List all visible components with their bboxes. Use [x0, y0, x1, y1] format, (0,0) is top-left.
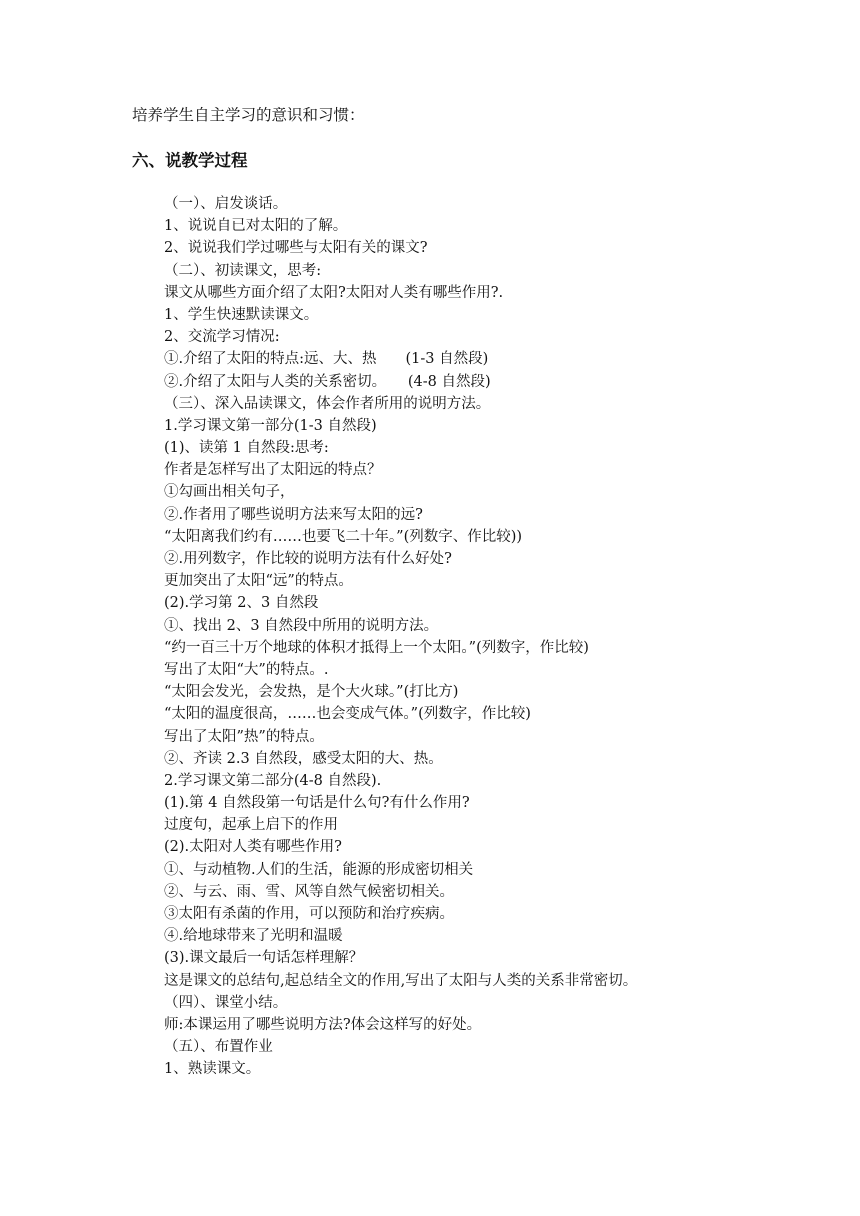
- body-line: （二）、初读课文，思考:: [164, 262, 322, 279]
- body-line: （三）、深入品读课文，体会作者所用的说明方法。: [164, 395, 491, 412]
- body-line: 作者是怎样写出了太阳远的特点？: [164, 462, 382, 479]
- body-line: ①、找出 2、3 自然段中所用的说明方法。: [164, 617, 439, 634]
- body-line: 更加突出了太阳“远”的特点。: [164, 573, 353, 590]
- body-line: (2).学习第 2、3 自然段: [164, 595, 319, 612]
- body-line: （四）、课堂小结。: [164, 994, 288, 1011]
- body-line: 2、说说我们学过哪些与太阳有关的课文?: [164, 240, 428, 257]
- body-line: 师:本课运用了哪些说明方法?体会这样写的好处。: [164, 1016, 482, 1033]
- body-line: ②、齐读 2.3 自然段，感受太阳的大、热。: [164, 750, 443, 767]
- body-line: (2).太阳对人类有哪些作用?: [164, 839, 342, 856]
- body-line: （五）、布置作业: [164, 1039, 273, 1056]
- body-line: “太阳的温度很高，……也会变成气体。”(列数字，作比较): [164, 706, 531, 723]
- body-line: ①.介绍了太阳的特点:远、大、热 (1-3 自然段): [164, 351, 489, 368]
- body-line: ③太阳有杀菌的作用，可以预防和治疗疾病。: [164, 906, 454, 922]
- body-line: 2、交流学习情况:: [164, 329, 280, 346]
- body-line: (1).第 4 自然段第一句话是什么句?有什么作用?: [164, 795, 470, 812]
- body-line: ②、与云、雨、雪、风等自然气候密切相关。: [164, 883, 454, 900]
- body-line: (1)、读第 1 自然段:思考:: [164, 440, 329, 457]
- body-line: 1、熟读课文。: [164, 1061, 261, 1078]
- body-line: ②.介绍了太阳与人类的关系密切。 (4-8 自然段): [164, 373, 491, 390]
- body-line: 1、学生快速默读课文。: [164, 306, 319, 323]
- body-line: “太阳离我们约有……也要飞二十年。”(列数字、作比较)): [164, 528, 523, 545]
- body-line: 1.学习课文第一部分(1-3 自然段): [164, 417, 377, 434]
- body-line: 2.学习课文第二部分(4-8 自然段).: [164, 772, 382, 789]
- body-line: 课文从哪些方面介绍了太阳?太阳对人类有哪些作用?.: [164, 284, 504, 301]
- intro-text: 培养学生自主学习的意识和习惯：: [132, 106, 365, 124]
- body-line: “约一百三十万个地球的体积才抵得上一个太阳。”(列数字，作比较): [164, 639, 589, 656]
- body-line: ②.作者用了哪些说明方法来写太阳的远?: [164, 506, 423, 523]
- body-line: 过度句，起承上启下的作用: [164, 817, 338, 834]
- body-line: ④.给地球带来了光明和温暖: [164, 928, 343, 945]
- body-line: 这是课文的总结句,起总结全文的作用,写出了太阳与人类的关系非常密切。: [164, 972, 638, 989]
- body-line: “太阳会发光，会发热，是个大火球。”(打比方): [164, 684, 459, 701]
- body-line: （一）、启发谈话。: [164, 196, 288, 212]
- body-line: (3).课文最后一句话怎样理解？: [164, 950, 364, 967]
- body-line: 写出了太阳”热”的特点。: [164, 728, 324, 745]
- body-line: ①勾画出相关句子，: [164, 484, 295, 501]
- body-line: ①、与动植物.人们的生活，能源的形成密切相关: [164, 861, 474, 878]
- body-line: ②.用列数字，作比较的说明方法有什么好处?: [164, 551, 452, 567]
- body-text: [164, 193, 824, 1081]
- body-line: 1、说说自已对太阳的了解。: [164, 218, 348, 235]
- body-line: 写出了太阳“大”的特点。.: [164, 661, 329, 678]
- section-heading: 六、说教学过程: [132, 151, 248, 170]
